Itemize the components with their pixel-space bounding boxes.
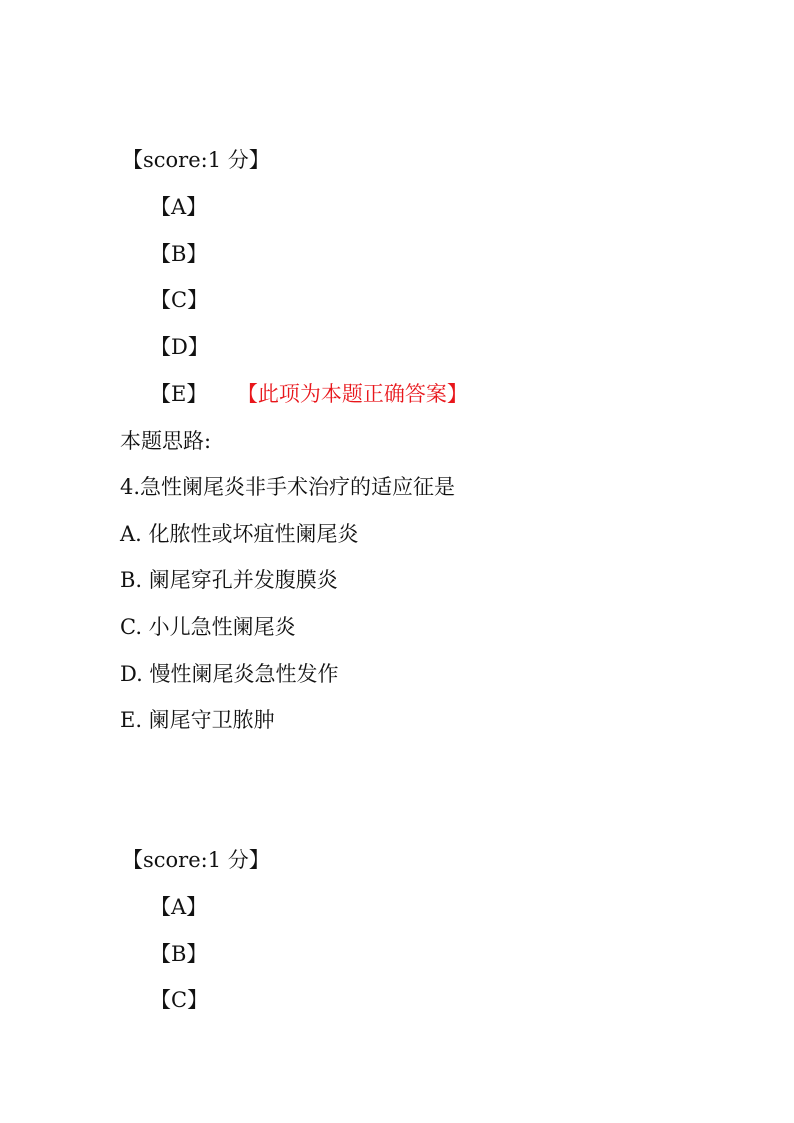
option-e-row [150,381,468,407]
option-d: 【D】 [150,335,209,359]
option-e: 【E】 [150,382,208,406]
rationale-label: 本题思路: [120,429,212,453]
score-label: 【score:1 分】 [122,148,270,172]
choice-a: A. 化脓性或坏疽性阑尾炎 [120,522,359,546]
option-a: 【A】 [150,895,208,919]
choice-e: E. 阑尾守卫脓肿 [120,708,275,732]
option-a: 【A】 [150,195,208,219]
question-stem: 4.急性阑尾炎非手术治疗的适应征是 [120,475,456,499]
choice-d: D. 慢性阑尾炎急性发作 [120,662,339,686]
option-b: 【B】 [150,942,208,966]
option-b: 【B】 [150,242,208,266]
option-c: 【C】 [150,288,209,312]
score-label: 【score:1 分】 [122,848,270,872]
correct-answer-note: 【此项为本题正确答案】 [247,382,468,406]
choice-b: B. 阑尾穿孔并发腹膜炎 [120,568,338,592]
option-c: 【C】 [150,988,209,1012]
choice-c: C. 小儿急性阑尾炎 [120,615,296,639]
